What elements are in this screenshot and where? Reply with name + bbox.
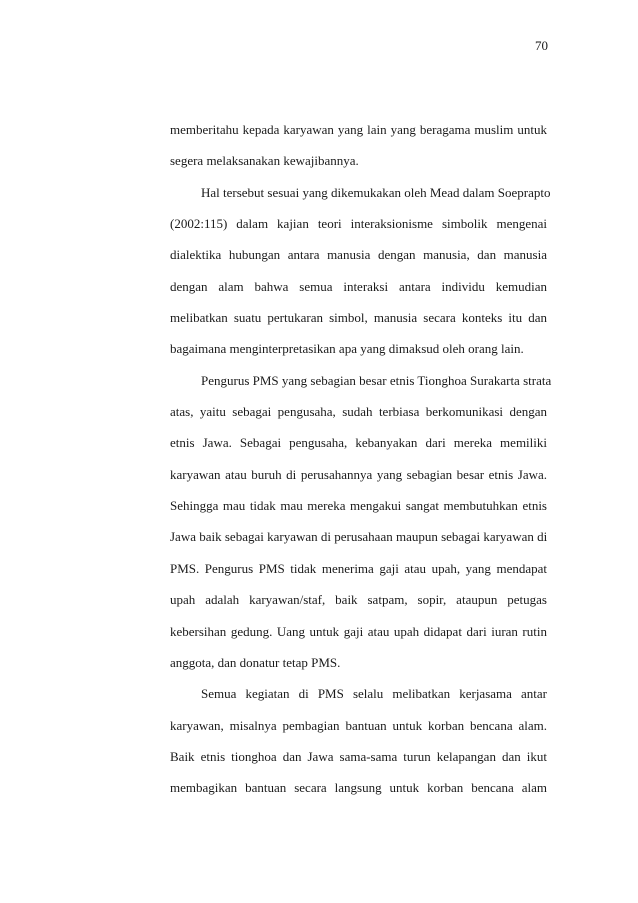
text-line: etnis Jawa. Sebagai pengusaha, kebanyakan dari mereka memiliki <box>170 435 547 451</box>
text-line: Sehingga mau tidak mau mereka mengakui sangat membutuhkan etnis <box>170 498 547 514</box>
text-line: (2002:115) dalam kajian teori interaksionisme simbolik mengenai <box>170 216 547 232</box>
text-line: Jawa baik sebagai karyawan di perusahaan maupun sebagai karyawan di <box>170 529 548 545</box>
text-line: membagikan bantuan secara langsung untuk korban bencana alam <box>170 780 547 796</box>
text-line: segera melaksanakan kewajibannya. <box>170 153 359 169</box>
text-line: upah adalah karyawan/staf, baik satpam, sopir, ataupun petugas <box>170 592 547 608</box>
text-line: Pengurus PMS yang sebagian besar etnis Tionghoa Surakarta strata <box>201 372 552 388</box>
text-line: karyawan, misalnya pembagian bantuan untuk korban bencana alam. <box>170 717 547 733</box>
text-line: Semua kegiatan di PMS selalu melibatkan kerjasama antar <box>201 686 547 702</box>
body-text <box>170 114 552 804</box>
page-number: 70 <box>535 38 548 53</box>
text-line: memberitahu kepada karyawan yang lain yang beragama muslim untuk <box>170 122 547 137</box>
text-line: dialektika hubungan antara manusia dengan manusia, dan manusia <box>170 247 547 263</box>
text-line: atas, yaitu sebagai pengusaha, sudah terbiasa berkomunikasi dengan <box>170 404 547 420</box>
text-line: Hal tersebut sesuai yang dikemukakan oleh Mead dalam Soeprapto <box>201 184 551 200</box>
text-line: melibatkan suatu pertukaran simbol, manusia secara konteks itu dan <box>170 310 547 326</box>
text-line: Baik etnis tionghoa dan Jawa sama-sama turun kelapangan dan ikut <box>170 748 547 764</box>
text-line: kebersihan gedung. Uang untuk gaji atau upah didapat dari iuran rutin <box>170 623 547 639</box>
text-line: anggota, dan donatur tetap PMS. <box>170 654 341 670</box>
text-line: dengan alam bahwa semua interaksi antara individu kemudian <box>170 278 547 294</box>
text-line: karyawan atau buruh di perusahannya yang sebagian besar etnis Jawa. <box>170 466 547 482</box>
text-line: bagaimana menginterpretasikan apa yang dimaksud oleh orang lain. <box>170 341 524 357</box>
text-line: PMS. Pengurus PMS tidak menerima gaji atau upah, yang mendapat <box>170 560 547 576</box>
